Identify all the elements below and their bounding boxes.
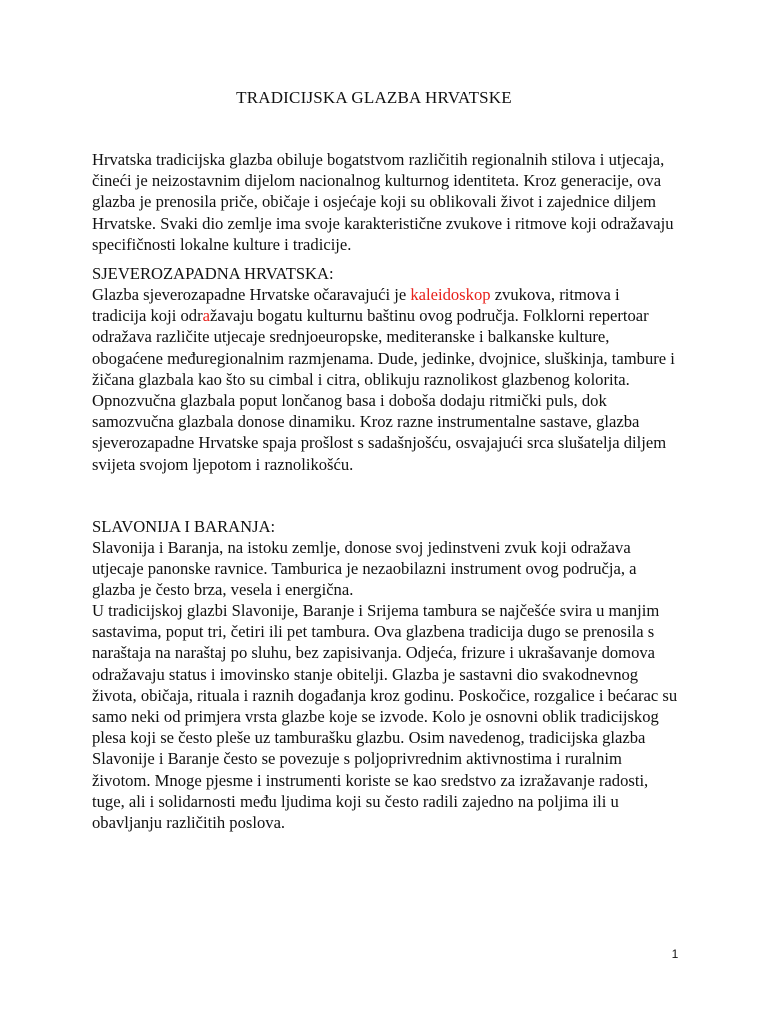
section-paragraph-sjeverozapadna	[92, 284, 678, 475]
section-heading-sjeverozapadna: SJEVEROZAPADNA HRVATSKA:	[92, 264, 334, 283]
section-paragraph-slavonija-2: U tradicijskoj glazbi Slavonije, Baranje i Srijema tambura se najčešće svira u manjim sastavima, poput tri, četiri ili pet tambura. Ova glazbena tradicija dugo se prenosila s naraštaja na naraštaj po sluhu, bez zapisivanja. Odjeća, frizure i ukrašavanje domova odražavaju status i imovinsko stanje obitelji. Glazba je sastavni dio svakodnevnog života, običaja, rituala i raznih događanja kroz godinu. Poskočice, rozgalice i bećarac su samo neki od primjera vrsta glazbe koje se izvode. Kolo je osnovni oblik tradicijskog plesa koji se često pleše uz tamburašku glazbu. Osim navedenog, tradicijska glazba Slavonije i Baranje često se povezuje s poljoprivrednim aktivnostima i ruralnim životom. Mnoge pjesme i instrumenti koriste se kao sredstvo za izražavanje radosti, tuge, ali i solidarnosti među ljudima koji su često radili zajedno na poljima ili u obavljanju različitih poslova.	[92, 601, 678, 833]
paragraph-text-part: žavaju bogatu kulturnu baštinu ovog područja. Folklorni repertoar odražava različite utjecaje srednjoeuropske, mediteranske i balkanske kulture, obogaćene međuregionalnim razmjenama. Dude, jedinke, dvojnice, sluškinja, tambure i žičana glazbala kao što su cimbal i citra, oblikuju raznolikost glazbenog kolorita. Opnozvučna glazbala poput lončanog basa i doboša dodaju ritmički puls, dok samozvučna glazbala donose dinamiku. Kroz razne instrumentalne sastave, glazba sjeverozapadne Hrvatske spaja prošlost s sadašnjošću, osvajajući srca slušatelja diljem svijeta svojom ljepotom i raznolikošću.	[92, 306, 675, 474]
page-number: 1	[671, 947, 679, 961]
paragraph-text-part: Glazba sjeverozapadne Hrvatske očaravajući je	[92, 285, 411, 304]
section-paragraph-slavonija-1: Slavonija i Baranja, na istoku zemlje, donose svoj jedinstveni zvuk koji odražava utjecaje panonske ravnice. Tamburica je nezaobilazni instrument ovog područja, a glazba je često brza, vesela i energična.	[92, 538, 637, 600]
highlighted-word: kaleidoskop	[410, 285, 491, 304]
paragraph-text-part: zvukova, ritmova i tradicija koji odr	[92, 285, 620, 326]
intro-paragraph: Hrvatska tradicijska glazba obiluje bogatstvom različitih regionalnih stilova i utjecaja, čineći je neizostavnim dijelom nacionalnog kulturnog identiteta. Kroz generacije, ova glazba je prenosila priče, običaje i osjećaje koji su oblikovali život i zajednice diljem Hrvatske. Svaki dio zemlje ima svoje karakteristične zvukove i ritmove koji odražavaju specifičnosti lokalne kulture i tradicije.	[92, 150, 674, 254]
section-heading-slavonija: SLAVONIJA I BARANJA:	[92, 517, 276, 536]
highlighted-letter: a	[202, 306, 210, 326]
document-title: TRADICIJSKA GLAZBA HRVATSKE	[236, 88, 512, 107]
